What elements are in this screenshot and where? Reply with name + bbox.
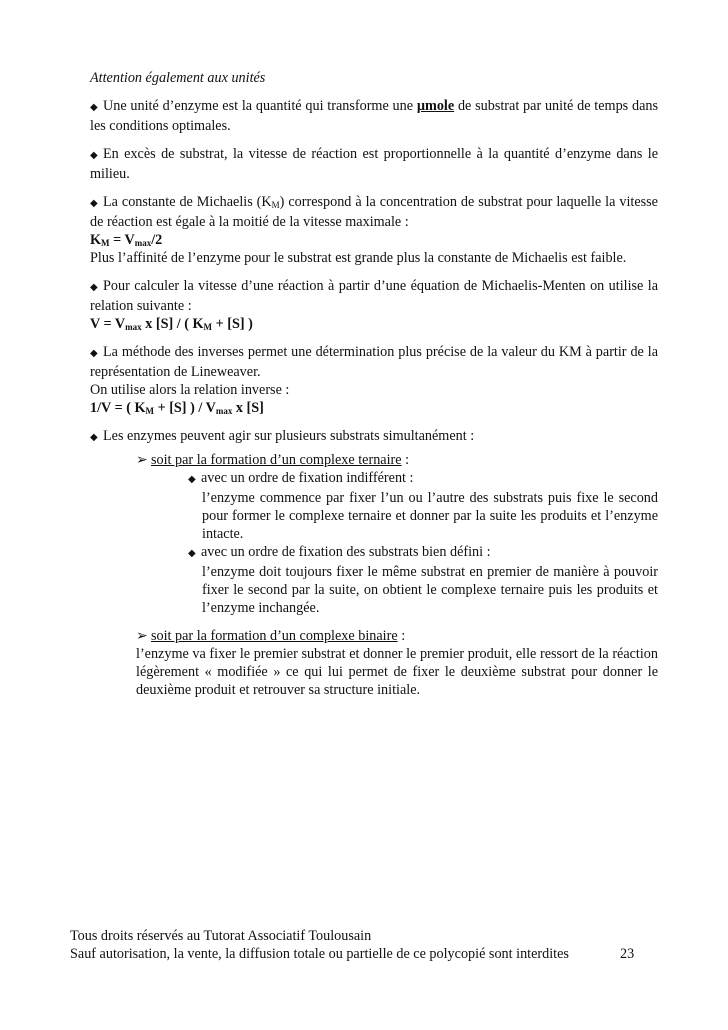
- diamond-bullet-icon: ◆: [90, 432, 98, 443]
- umole-term: µmole: [416, 98, 455, 114]
- ternary-section: ➢ soit par la formation d’un complexe ternaire :: [136, 452, 410, 468]
- affinity-note: Plus l’affinité de l’enzyme pour le substrat est grande plus la constante de Michaelis est faible.: [90, 250, 627, 266]
- formula-inverse: 1/V = ( $K_M + [S]$ ) / $V_{max}$ x [S]: [90, 400, 264, 416]
- diamond-bullet-icon: ◆: [90, 102, 98, 113]
- intro-line: Attention également aux unités: [90, 70, 266, 86]
- diamond-bullet-icon: ◆: [188, 548, 196, 559]
- paragraph-michaelis-constant: ◆ La constante de Michaelis $(K_M)$ correspond à la concentration de substrat pour laquelle la vitesse de réaction est égale à la moitié de la vitesse maximale : $K_M = V_{max}/2$ Plus l’affinité de l’enzyme pour le substrat est grande plus la constante de Michaelis est faible.: [90, 194, 658, 266]
- diamond-bullet-icon: ◆: [188, 474, 196, 485]
- diamond-bullet-icon: ◆: [90, 282, 98, 293]
- paragraph-michaelis-menten: ◆ Pour calculer la vitesse d’une réaction à partir d’une équation de Michaelis-Menten on utilise la relation suivante : $V = V_{max}$ x [S] / ( $K_M + [S]$ ): [90, 278, 658, 332]
- arrow-bullet-icon: ➢: [136, 452, 148, 468]
- paragraph-multi-substrate: ◆ Les enzymes peuvent agir sur plusieurs substrats simultanément :: [90, 427, 658, 447]
- diamond-bullet-icon: ◆: [90, 150, 98, 161]
- footer: [70, 927, 660, 963]
- footer-copyright: Tous droits réservés au Tutorat Associatif Toulousain: [70, 928, 372, 944]
- diamond-bullet-icon: ◆: [90, 198, 98, 209]
- diamond-bullet-icon: ◆: [90, 348, 98, 359]
- footer-notice: Sauf autorisation, la vente, la diffusion totale ou partielle de ce polycopié sont interdites: [70, 946, 569, 962]
- ternary-case-random: ◆ avec un ordre de fixation indifférent : l’enzyme commence par fixer l’un ou l’autre des substrats puis fixe le second pour former le complexe ternaire et donner par la suite les produits et l’enzyme intacte. ◆ avec un ordre de fixation des substrats bien défini : l’enzyme doit toujours fixer le même substrat en premier de manière à pouvoir fixer le second par la suite, on obtient le complexe ternaire puis les produits et l’enzyme inchangée.: [188, 470, 658, 616]
- paragraph-enzyme-unit: ◆ Une unité d’enzyme est la quantité qui transforme une µmole de substrat par unité de temps dans les conditions optimales.: [90, 98, 658, 134]
- paragraph-substrate-excess: ◆ En excès de substrat, la vitesse de réaction est proportionnelle à la quantité d’enzyme dans le milieu.: [90, 146, 658, 182]
- paragraph-lineweaver: ◆ La méthode des inverses permet une détermination plus précise de la valeur du KM à partir de la représentation de Lineweaver. On utilise alors la relation inverse : 1/V = ( $K_M + [S]$ ) / $V_{max}$ x [S]: [90, 344, 658, 416]
- binary-section: ➢ soit par la formation d’un complexe binaire : l’enzyme va fixer le premier substrat et donner le premier produit, elle ressort de la réaction légèrement « modifiée » ce qui lui permet de fixer le deuxième substrat pour donner le deuxième produit et retrouver sa structure initiale.: [136, 628, 658, 698]
- arrow-bullet-icon: ➢: [136, 628, 148, 644]
- content: [90, 69, 658, 699]
- page-number: 23: [620, 946, 635, 962]
- formula-km: $K_M = V_{max}/2$: [90, 232, 163, 248]
- formula-velocity: $V = V_{max}$ x [S] / ( $K_M + [S]$ ): [90, 316, 253, 332]
